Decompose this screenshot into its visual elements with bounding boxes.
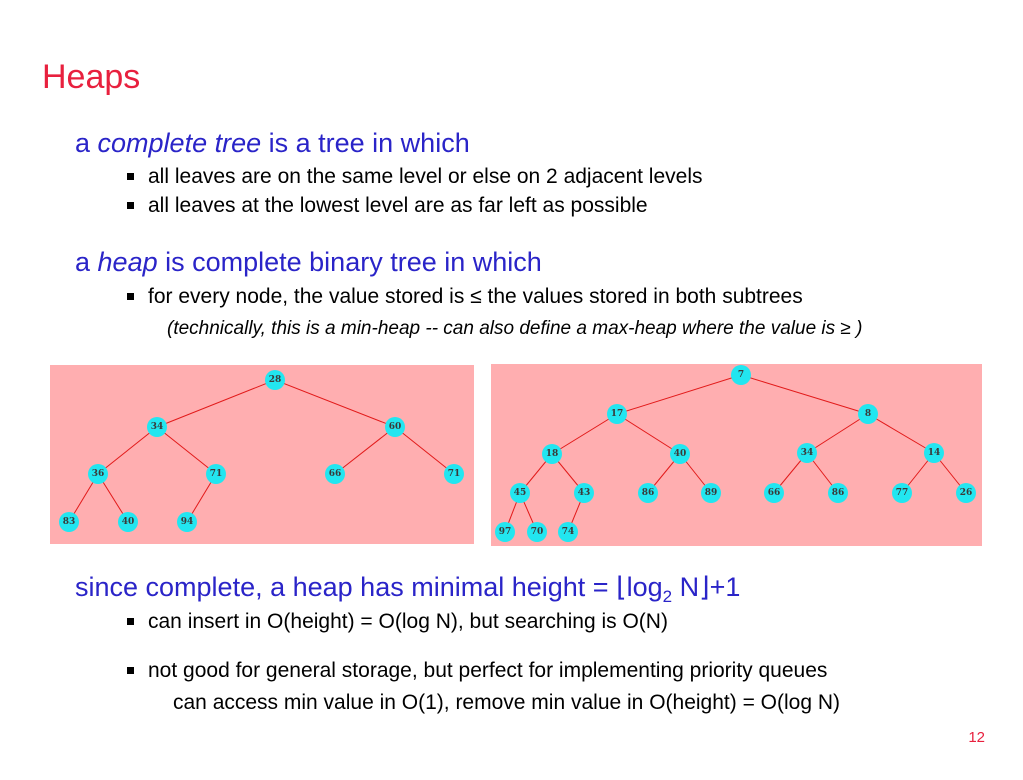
bullet-text: can insert in O(height) = O(log N), but searching is O(N) <box>148 610 668 633</box>
slide-title: Heaps <box>42 58 141 96</box>
tree-node <box>764 483 784 503</box>
bullet-icon <box>127 173 134 180</box>
svg-text:8: 8 <box>864 409 872 419</box>
height-prefix: since complete, a heap has minimal height = <box>75 572 617 602</box>
log-text: log <box>626 572 663 602</box>
svg-text:71: 71 <box>447 469 461 479</box>
svg-text:36: 36 <box>91 469 105 479</box>
tree-node <box>924 443 944 463</box>
svg-text:45: 45 <box>513 488 527 498</box>
bullet-item <box>127 285 803 309</box>
tree-node <box>88 464 108 484</box>
svg-text:17: 17 <box>610 409 624 419</box>
def-term: complete tree <box>97 128 262 158</box>
svg-text:7: 7 <box>737 370 745 380</box>
svg-text:77: 77 <box>895 488 909 498</box>
tree-node <box>670 444 690 464</box>
svg-text:40: 40 <box>121 517 135 527</box>
def-suffix: is complete binary tree in which <box>157 247 542 277</box>
tree-node <box>574 483 594 503</box>
tree-node <box>527 522 547 542</box>
svg-text:97: 97 <box>498 527 512 537</box>
log-arg: N <box>672 572 700 602</box>
tree-node <box>858 404 878 424</box>
tree-node <box>177 512 197 532</box>
def-prefix: a <box>75 128 98 158</box>
svg-text:70: 70 <box>530 527 544 537</box>
svg-text:83: 83 <box>62 517 76 527</box>
tree-node <box>956 483 976 503</box>
bullet-text: all leaves at the lowest level are as far left as possible <box>148 194 648 217</box>
svg-text:86: 86 <box>641 488 655 498</box>
svg-text:34: 34 <box>800 448 814 458</box>
svg-text:89: 89 <box>704 488 718 498</box>
bullet-text: all leaves are on the same level or else on 2 adjacent levels <box>148 165 703 188</box>
tree-node <box>558 522 578 542</box>
height-suffix: +1 <box>709 572 741 602</box>
tree-node <box>385 417 405 437</box>
bullet-icon <box>127 202 134 209</box>
svg-text:60: 60 <box>388 422 402 432</box>
svg-text:71: 71 <box>209 469 223 479</box>
svg-text:28: 28 <box>268 375 282 385</box>
bullet-icon <box>127 293 134 300</box>
bullet-text: for every node, the value stored is ≤ the values stored in both subtrees <box>148 285 803 308</box>
tree-edges <box>505 375 966 532</box>
tree-node <box>118 512 138 532</box>
tree-node <box>325 464 345 484</box>
heap-definition <box>75 247 542 278</box>
log-base: 2 <box>662 587 673 606</box>
bullet-item <box>127 659 827 683</box>
tree-node <box>59 512 79 532</box>
complexity-line: can access min value in O(1), remove min value in O(height) = O(log N) <box>173 691 841 714</box>
tree-node <box>731 365 751 385</box>
tree-node <box>892 483 912 503</box>
page-number: 12 <box>968 729 985 746</box>
tree-svg <box>491 364 982 546</box>
def-prefix: a <box>75 247 98 277</box>
floor-right-icon: ⌋ <box>699 572 710 602</box>
tree-node <box>542 444 562 464</box>
svg-text:26: 26 <box>959 488 973 498</box>
bullet-text: not good for general storage, but perfect for implementing priority queues <box>148 659 828 682</box>
tree-svg <box>50 365 474 544</box>
svg-text:40: 40 <box>673 449 687 459</box>
heap-tree-diagram-right <box>491 364 982 546</box>
tree-edges <box>69 380 454 522</box>
min-heap-note: (technically, this is a min-heap -- can also define a max-heap where the value is ≥ ) <box>167 318 863 339</box>
tree-node <box>828 483 848 503</box>
svg-text:74: 74 <box>561 527 575 537</box>
floor-left-icon: ⌊ <box>616 572 627 602</box>
svg-text:66: 66 <box>328 469 342 479</box>
bullet-item <box>127 194 648 218</box>
height-statement <box>75 572 741 606</box>
svg-text:66: 66 <box>767 488 781 498</box>
tree-node <box>701 483 721 503</box>
tree-node <box>510 483 530 503</box>
svg-text:43: 43 <box>577 488 591 498</box>
tree-node <box>638 483 658 503</box>
complete-tree-definition <box>75 128 470 159</box>
tree-node <box>607 404 627 424</box>
bullet-item <box>127 165 703 189</box>
svg-text:86: 86 <box>831 488 845 498</box>
tree-node <box>444 464 464 484</box>
svg-text:34: 34 <box>150 422 164 432</box>
tree-node <box>147 417 167 437</box>
bullet-icon <box>127 667 134 674</box>
tree-node <box>797 443 817 463</box>
tree-node <box>265 370 285 390</box>
svg-text:14: 14 <box>927 448 941 458</box>
def-suffix: is a tree in which <box>261 128 470 158</box>
svg-text:94: 94 <box>180 517 194 527</box>
tree-node <box>206 464 226 484</box>
tree-node <box>495 522 515 542</box>
bullet-item <box>127 610 668 634</box>
svg-text:18: 18 <box>545 449 559 459</box>
heap-tree-diagram-left <box>50 365 474 544</box>
def-term: heap <box>97 247 158 277</box>
bullet-icon <box>127 618 134 625</box>
